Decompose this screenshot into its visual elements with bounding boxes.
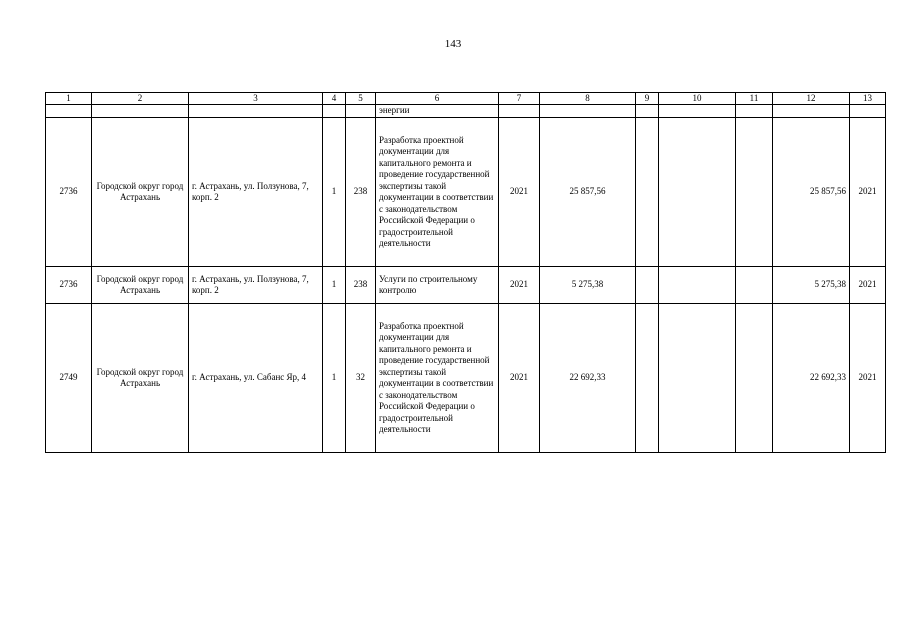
col4-cell: 1 <box>323 304 346 453</box>
work-type-cell: Услуги по строительному контролю <box>376 267 499 304</box>
col9-cell <box>636 304 659 453</box>
column-header: 2 <box>92 93 189 105</box>
total-cost-cell: 5 275,38 <box>540 267 636 304</box>
col11-cell <box>736 267 773 304</box>
municipality-cell: Городской округ город Астрахань <box>92 267 189 304</box>
year-cell: 2021 <box>499 267 540 304</box>
col10-cell <box>659 304 736 453</box>
column-header: 7 <box>499 93 540 105</box>
col13-cell: 2021 <box>850 267 886 304</box>
column-header: 8 <box>540 93 636 105</box>
col4-cell: 1 <box>323 267 346 304</box>
col12-cell: 25 857,56 <box>773 118 850 267</box>
municipality-cell: Городской округ город Астрахань <box>92 118 189 267</box>
continuation-row <box>46 105 886 118</box>
col13-cell: 2021 <box>850 304 886 453</box>
column-header: 13 <box>850 93 886 105</box>
col10-cell <box>659 118 736 267</box>
work-type-cell: Разработка проектной документации для капитального ремонта и проведение государственной экспертизы такой документации в соответствии с законодательством Российской Федерации о градостроительной деятельности <box>376 304 499 453</box>
col11-cell <box>736 304 773 453</box>
municipality-cell: Городской округ город Астрахань <box>92 304 189 453</box>
col9-cell <box>636 267 659 304</box>
header-row <box>46 93 886 105</box>
table-row <box>46 118 886 267</box>
table-row <box>46 267 886 304</box>
col4-cell: 1 <box>323 118 346 267</box>
total-cost-cell: 22 692,33 <box>540 304 636 453</box>
column-header: 9 <box>636 93 659 105</box>
col9-cell <box>636 118 659 267</box>
row-id: 2736 <box>46 118 92 267</box>
col5-cell: 238 <box>346 118 376 267</box>
column-header: 6 <box>376 93 499 105</box>
row-id: 2736 <box>46 267 92 304</box>
work-type-cell: Разработка проектной документации для капитального ремонта и проведение государственной экспертизы такой документации в соответствии с законодательством Российской Федерации о градостроительной деятельности <box>376 118 499 267</box>
total-cost-cell: 25 857,56 <box>540 118 636 267</box>
continuation-text: энергии <box>376 105 499 118</box>
column-header: 11 <box>736 93 773 105</box>
col5-cell: 238 <box>346 267 376 304</box>
row-id: 2749 <box>46 304 92 453</box>
page-number: 143 <box>444 38 462 50</box>
column-header: 1 <box>46 93 92 105</box>
column-header: 3 <box>189 93 323 105</box>
column-header: 12 <box>773 93 850 105</box>
col10-cell <box>659 267 736 304</box>
col11-cell <box>736 118 773 267</box>
table-row <box>46 304 886 453</box>
address-cell: г. Астрахань, ул. Сабанс Яр, 4 <box>189 304 323 453</box>
column-header: 5 <box>346 93 376 105</box>
registry-table <box>45 92 886 453</box>
address-cell: г. Астрахань, ул. Ползунова, 7, корп. 2 <box>189 267 323 304</box>
col12-cell: 5 275,38 <box>773 267 850 304</box>
column-header: 10 <box>659 93 736 105</box>
address-cell: г. Астрахань, ул. Ползунова, 7, корп. 2 <box>189 118 323 267</box>
col13-cell: 2021 <box>850 118 886 267</box>
year-cell: 2021 <box>499 304 540 453</box>
column-header: 4 <box>323 93 346 105</box>
col12-cell: 22 692,33 <box>773 304 850 453</box>
year-cell: 2021 <box>499 118 540 267</box>
col5-cell: 32 <box>346 304 376 453</box>
